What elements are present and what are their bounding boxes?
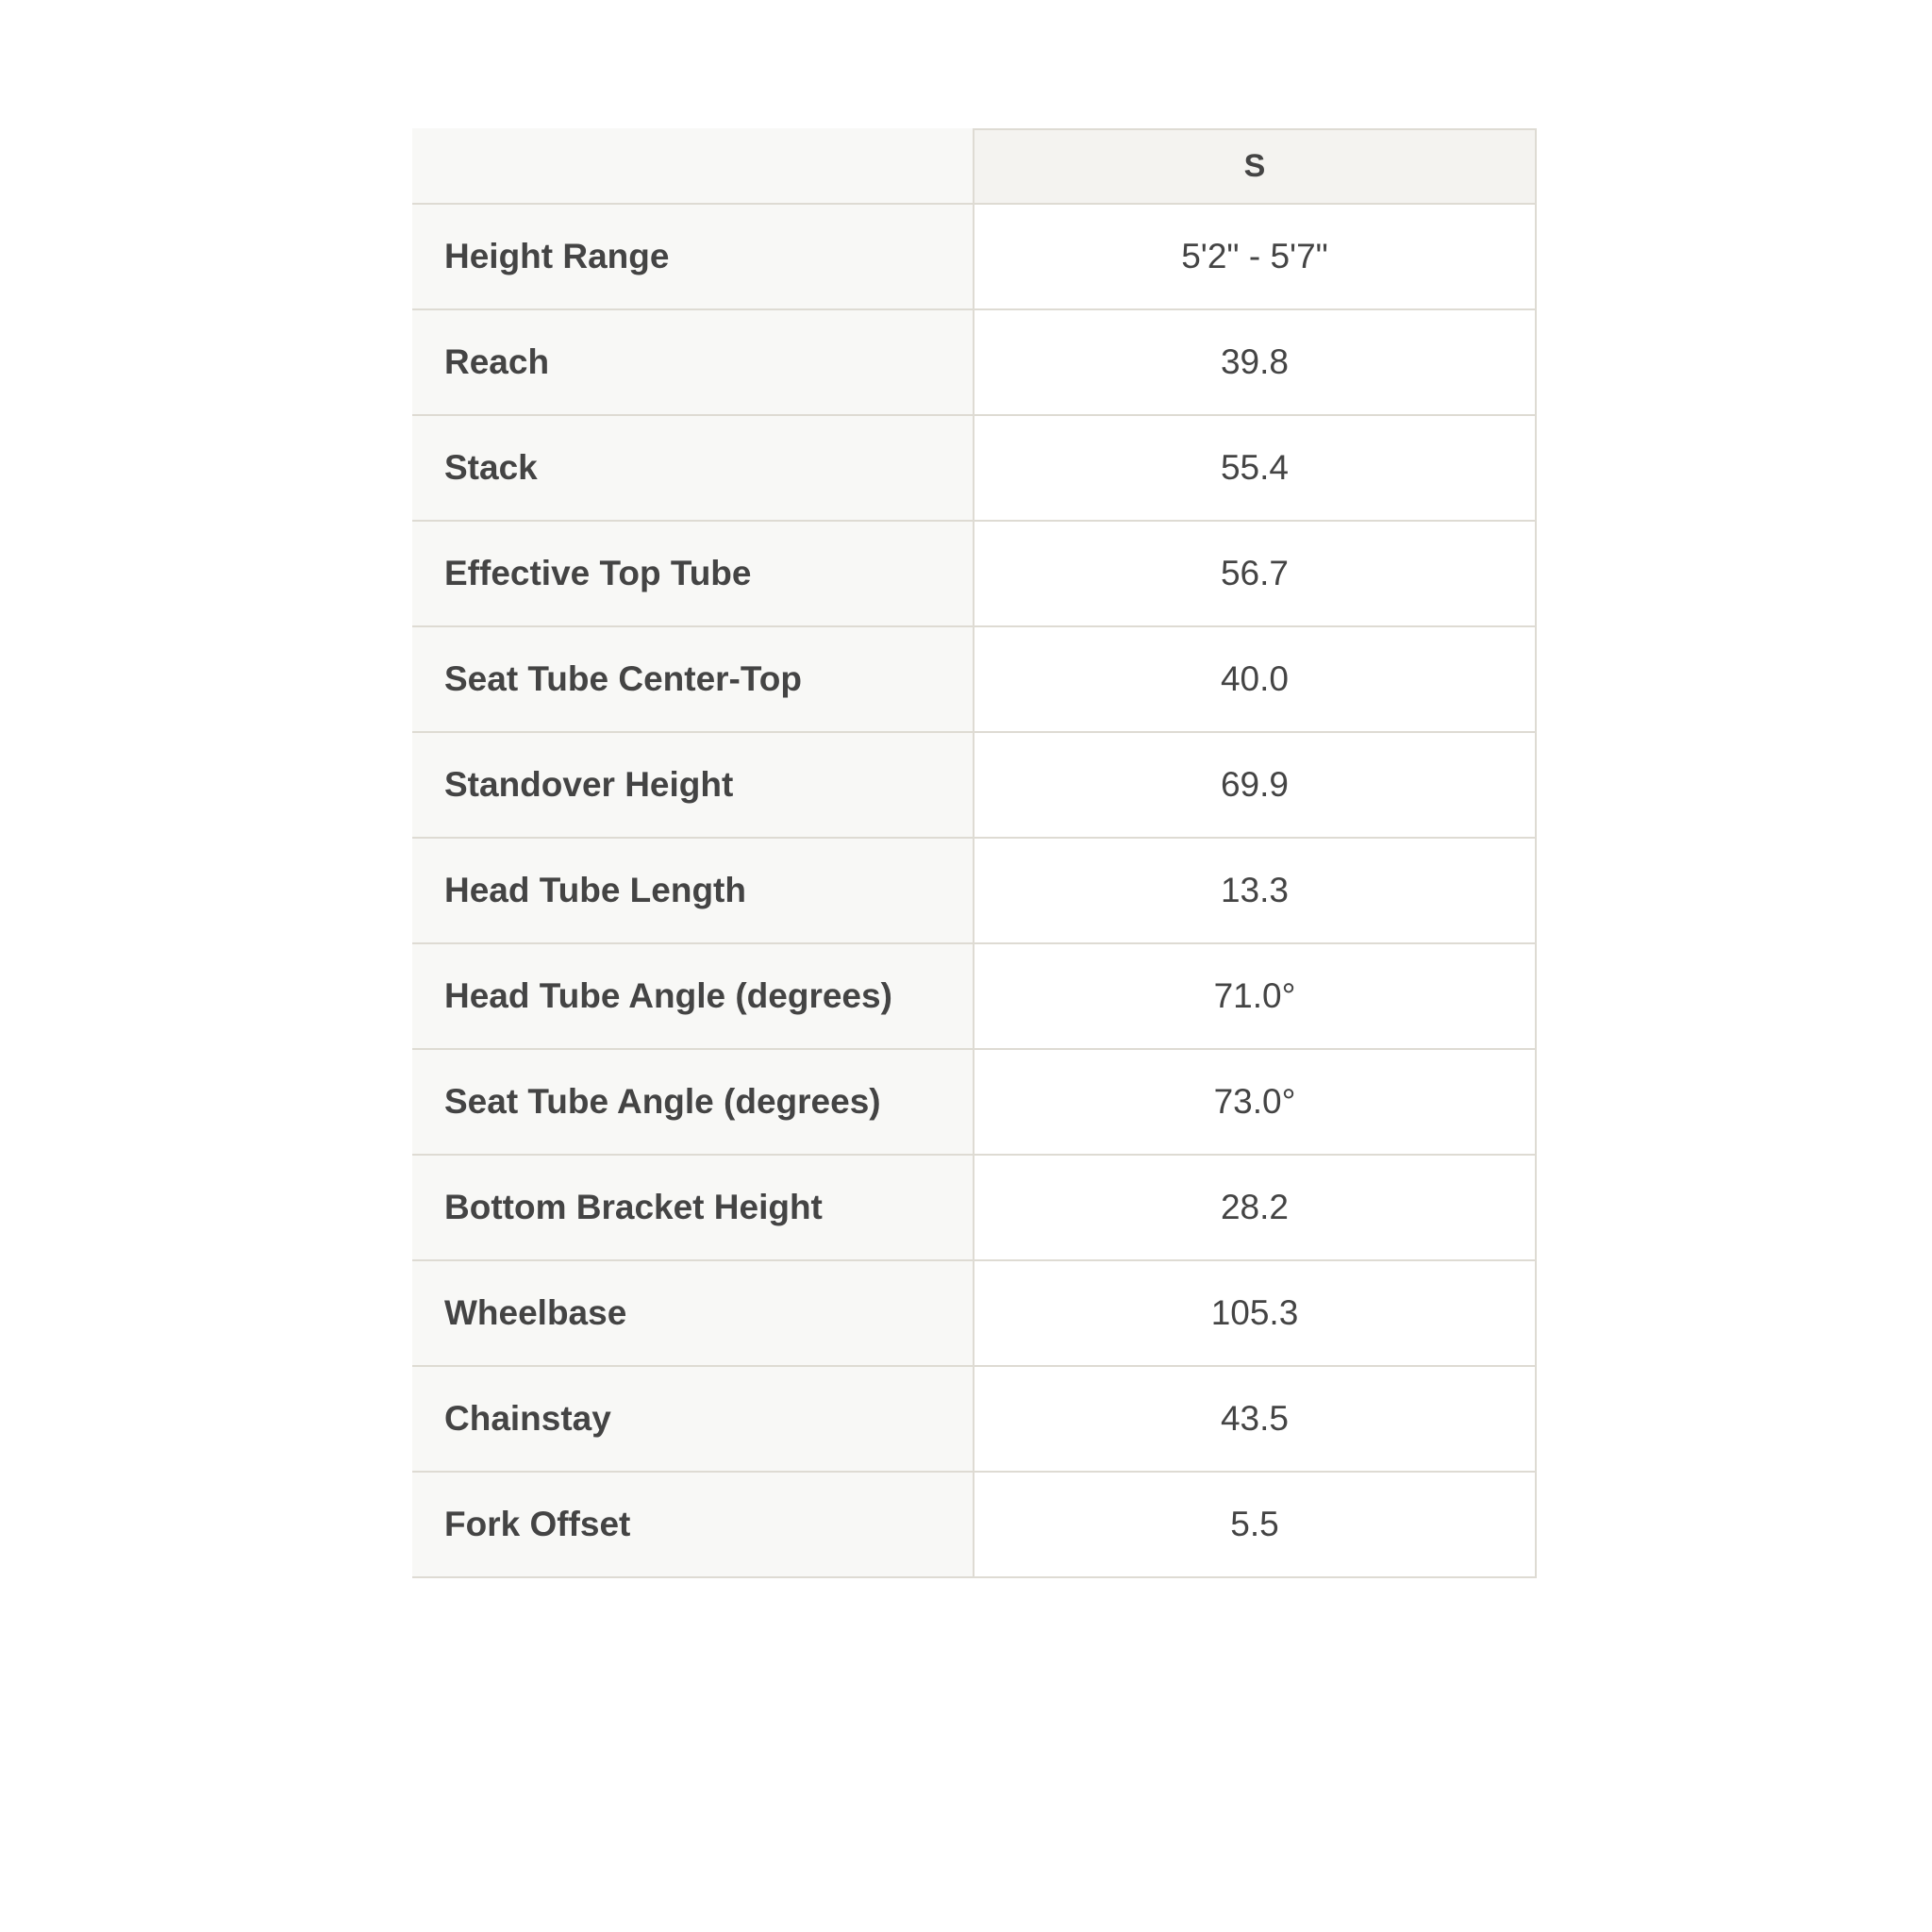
row-value: 5.5 — [974, 1472, 1536, 1577]
table-row — [413, 1260, 1536, 1366]
row-label: Effective Top Tube — [413, 521, 974, 626]
geometry-table — [412, 128, 1537, 1578]
row-value: 55.4 — [974, 415, 1536, 521]
row-label: Head Tube Angle (degrees) — [413, 943, 974, 1049]
table-row — [413, 838, 1536, 943]
row-value: 73.0° — [974, 1049, 1536, 1155]
row-label: Height Range — [413, 204, 974, 309]
table-body — [413, 204, 1536, 1577]
table-row — [413, 732, 1536, 838]
row-label: Seat Tube Angle (degrees) — [413, 1049, 974, 1155]
row-value: 71.0° — [974, 943, 1536, 1049]
table-row — [413, 415, 1536, 521]
row-label: Wheelbase — [413, 1260, 974, 1366]
row-value: 56.7 — [974, 521, 1536, 626]
row-label: Head Tube Length — [413, 838, 974, 943]
table-row — [413, 1049, 1536, 1155]
row-label: Fork Offset — [413, 1472, 974, 1577]
row-value: 5'2" - 5'7" — [974, 204, 1536, 309]
table-row — [413, 309, 1536, 415]
row-label: Bottom Bracket Height — [413, 1155, 974, 1260]
table-header — [413, 129, 1536, 204]
row-label: Seat Tube Center-Top — [413, 626, 974, 732]
table-row — [413, 1366, 1536, 1472]
table-row — [413, 943, 1536, 1049]
row-value: 105.3 — [974, 1260, 1536, 1366]
table-row — [413, 1472, 1536, 1577]
table-row — [413, 204, 1536, 309]
header-row — [413, 129, 1536, 204]
table-row — [413, 521, 1536, 626]
row-value: 13.3 — [974, 838, 1536, 943]
header-empty-cell — [413, 129, 974, 204]
row-value: 39.8 — [974, 309, 1536, 415]
row-label: Chainstay — [413, 1366, 974, 1472]
column-header-size: S — [974, 129, 1536, 204]
row-value: 28.2 — [974, 1155, 1536, 1260]
row-label: Stack — [413, 415, 974, 521]
table-row — [413, 626, 1536, 732]
row-value: 40.0 — [974, 626, 1536, 732]
row-value: 43.5 — [974, 1366, 1536, 1472]
table-row — [413, 1155, 1536, 1260]
row-label: Standover Height — [413, 732, 974, 838]
row-value: 69.9 — [974, 732, 1536, 838]
row-label: Reach — [413, 309, 974, 415]
